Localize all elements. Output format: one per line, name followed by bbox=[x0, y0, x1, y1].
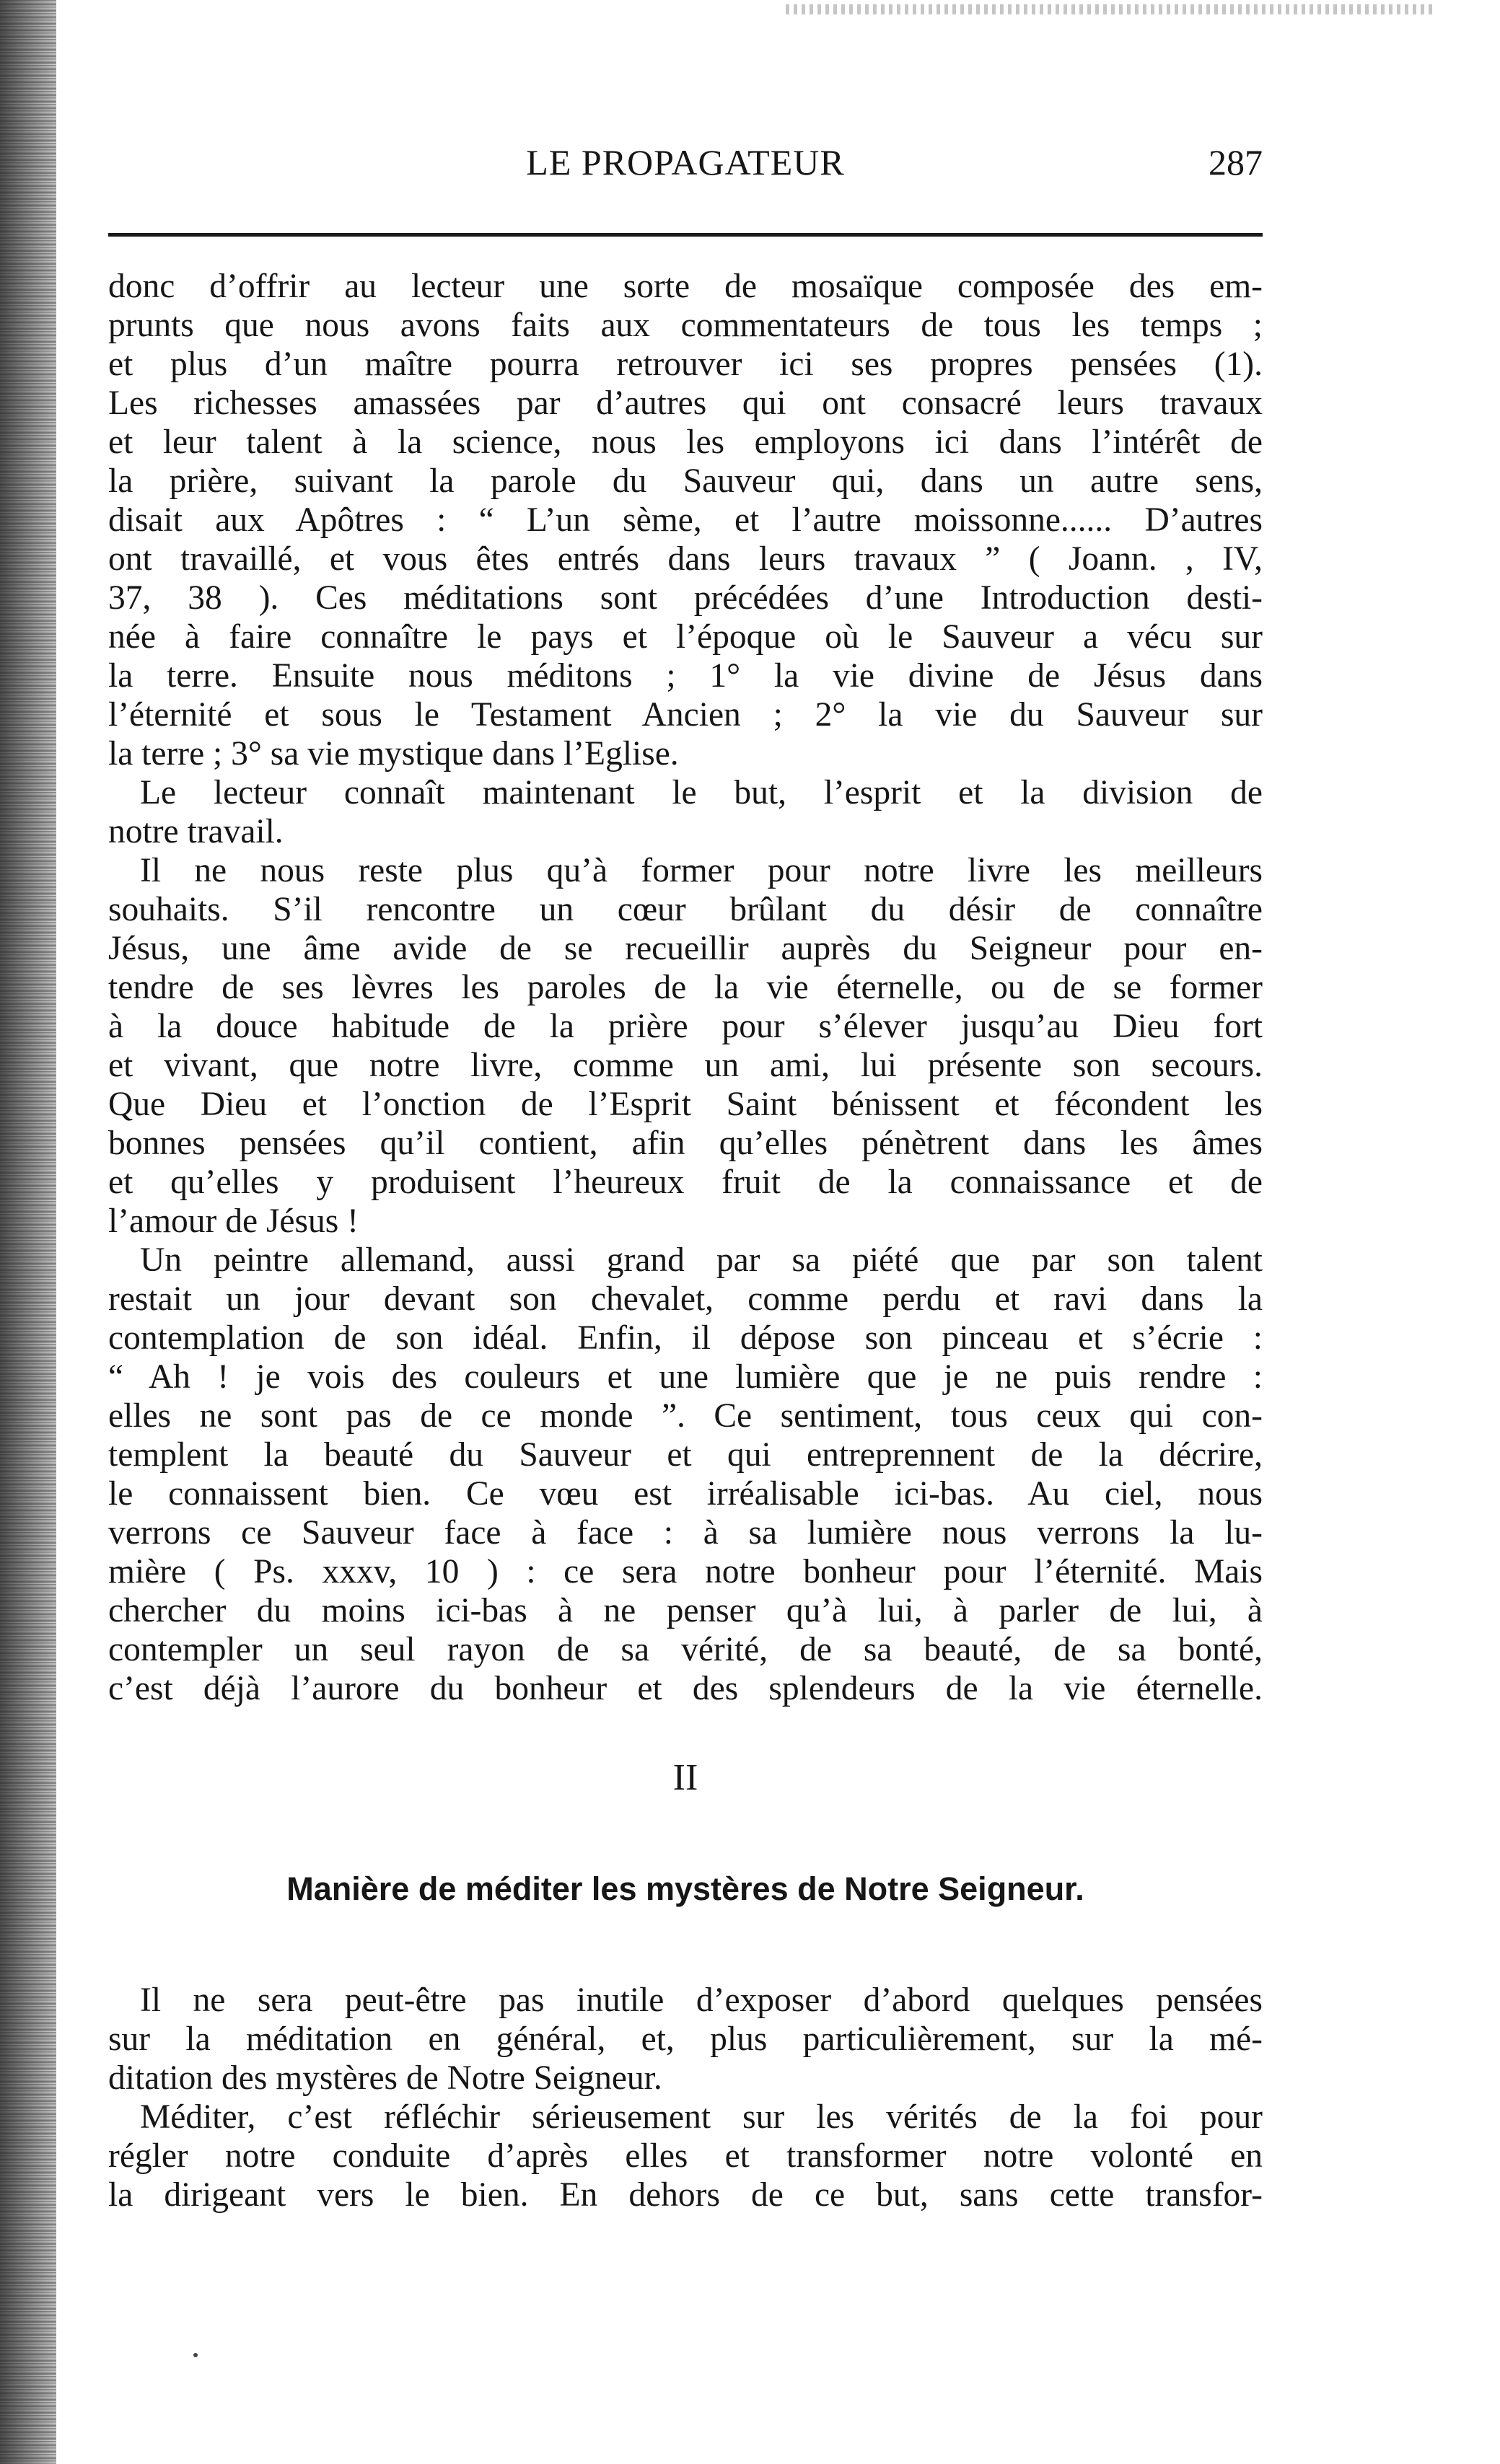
page-header bbox=[108, 141, 1263, 199]
paragraph bbox=[108, 1241, 1263, 1708]
text-line: la terre ; 3° sa vie mystique dans l’Eglise. bbox=[108, 735, 679, 773]
section-heading: Manière de méditer les mystères de Notre Seigneur. bbox=[286, 1870, 1084, 1907]
header-rule bbox=[108, 233, 1263, 237]
text-line: mière ( Ps. xxxv, 10 ) : ce sera notre bonheur pour l’éternité. Mais bbox=[108, 1553, 1263, 1590]
text-line: tendre de ses lèvres les paroles de la vie éternelle, ou de se former bbox=[108, 969, 1263, 1006]
text-line: bonnes pensées qu’il contient, afin qu’elles pénètrent dans les âmes bbox=[108, 1125, 1263, 1162]
text-line: restait un jour devant son chevalet, comme perdu et ravi dans la bbox=[108, 1280, 1263, 1318]
scan-binding-edge bbox=[0, 0, 56, 2464]
text-line: et qu’elles y produisent l’heureux fruit de la connaissance et de bbox=[108, 1163, 1263, 1201]
text-line: contempler un seul rayon de sa vérité, de sa beauté, de sa bonté, bbox=[108, 1631, 1263, 1668]
text-line: le connaissent bien. Ce vœu est irréalisable ici-bas. Au ciel, nous bbox=[108, 1475, 1263, 1513]
text-line: régler notre conduite d’après elles et transformer notre volonté en bbox=[108, 2137, 1263, 2175]
paragraph bbox=[108, 1981, 1263, 2098]
text-line: Jésus, une âme avide de se recueillir auprès du Seigneur pour en- bbox=[108, 930, 1263, 967]
text-line: Le lecteur connaît maintenant le but, l’esprit et la division de bbox=[140, 774, 1263, 811]
text-line: donc d’offrir au lecteur une sorte de mosaïque composée des em- bbox=[108, 268, 1263, 305]
body-text bbox=[108, 267, 1263, 2214]
text-line: souhaits. S’il rencontre un cœur brûlant du désir de connaître bbox=[108, 891, 1263, 928]
paragraph bbox=[108, 773, 1263, 851]
text-line: notre travail. bbox=[108, 813, 284, 850]
text-line: verrons ce Sauveur face à face : à sa lumière nous verrons la lu- bbox=[108, 1514, 1263, 1552]
text-line: Il ne nous reste plus qu’à former pour notre livre les meilleurs bbox=[140, 852, 1263, 889]
text-line: c’est déjà l’aurore du bonheur et des splendeurs de la vie éternelle. bbox=[108, 1670, 1263, 1707]
ink-speck bbox=[193, 2353, 198, 2357]
text-line: Que Dieu et l’onction de l’Esprit Saint bénissent et fécondent les bbox=[108, 1086, 1263, 1123]
paragraph bbox=[108, 851, 1263, 1241]
text-line: contemplation de son idéal. Enfin, il dépose son pinceau et s’écrie : bbox=[108, 1319, 1263, 1357]
text-line: à la douce habitude de la prière pour s’élever jusqu’au Dieu fort bbox=[108, 1008, 1263, 1045]
text-line: Il ne sera peut-être pas inutile d’exposer d’abord quelques pensées bbox=[140, 1981, 1263, 2019]
paragraph bbox=[108, 267, 1263, 773]
text-line: “ Ah ! je vois des couleurs et une lumière que je ne puis rendre : bbox=[108, 1358, 1263, 1396]
text-line: 37, 38 ). Ces méditations sont précédées d’une Introduction desti- bbox=[108, 579, 1263, 617]
text-line: Méditer, c’est réfléchir sérieusement sur les vérités de la foi pour bbox=[140, 2098, 1263, 2136]
text-line: et leur talent à la science, nous les employons ici dans l’intérêt de bbox=[108, 423, 1263, 461]
page-number: 287 bbox=[1209, 142, 1263, 182]
text-line: l’éternité et sous le Testament Ancien ; 2° la vie du Sauveur sur bbox=[108, 696, 1263, 734]
text-line: la dirigeant vers le bien. En dehors de ce but, sans cette transfor- bbox=[108, 2176, 1263, 2214]
text-line: ditation des mystères de Notre Seigneur. bbox=[108, 2059, 662, 2097]
text-line: et vivant, que notre livre, comme un ami, lui présente son secours. bbox=[108, 1047, 1263, 1084]
text-line: chercher du moins ici-bas à ne penser qu’à lui, à parler de lui, à bbox=[108, 1592, 1263, 1629]
text-line: l’amour de Jésus ! bbox=[108, 1202, 359, 1240]
text-line: disait aux Apôtres : “ L’un sème, et l’autre moissonne...... D’autres bbox=[108, 501, 1263, 539]
text-line: née à faire connaître le pays et l’époque où le Sauveur a vécu sur bbox=[108, 618, 1263, 656]
text-line: Un peintre allemand, aussi grand par sa piété que par son talent bbox=[140, 1241, 1263, 1279]
scan-noise bbox=[786, 4, 1435, 14]
text-line: la terre. Ensuite nous méditons ; 1° la vie divine de Jésus dans bbox=[108, 657, 1263, 695]
text-line: templent la beauté du Sauveur et qui entreprennent de la décrire, bbox=[108, 1436, 1263, 1474]
text-line: prunts que nous avons faits aux commentateurs de tous les temps ; bbox=[108, 307, 1263, 344]
text-line: ont travaillé, et vous êtes entrés dans leurs travaux ” ( Joann. , IV, bbox=[108, 540, 1263, 578]
text-line: la prière, suivant la parole du Sauveur qui, dans un autre sens, bbox=[108, 462, 1263, 500]
text-line: sur la méditation en général, et, plus particulièrement, sur la mé- bbox=[108, 2020, 1263, 2058]
running-title: LE PROPAGATEUR bbox=[526, 142, 845, 182]
text-line: elles ne sont pas de ce monde ”. Ce sentiment, tous ceux qui con- bbox=[108, 1397, 1263, 1435]
text-line: et plus d’un maître pourra retrouver ici ses propres pensées (1). bbox=[108, 346, 1263, 383]
section-number: II bbox=[672, 1757, 698, 1798]
paragraph bbox=[108, 2098, 1263, 2214]
text-line: Les richesses amassées par d’autres qui ont consacré leurs travaux bbox=[108, 384, 1263, 422]
